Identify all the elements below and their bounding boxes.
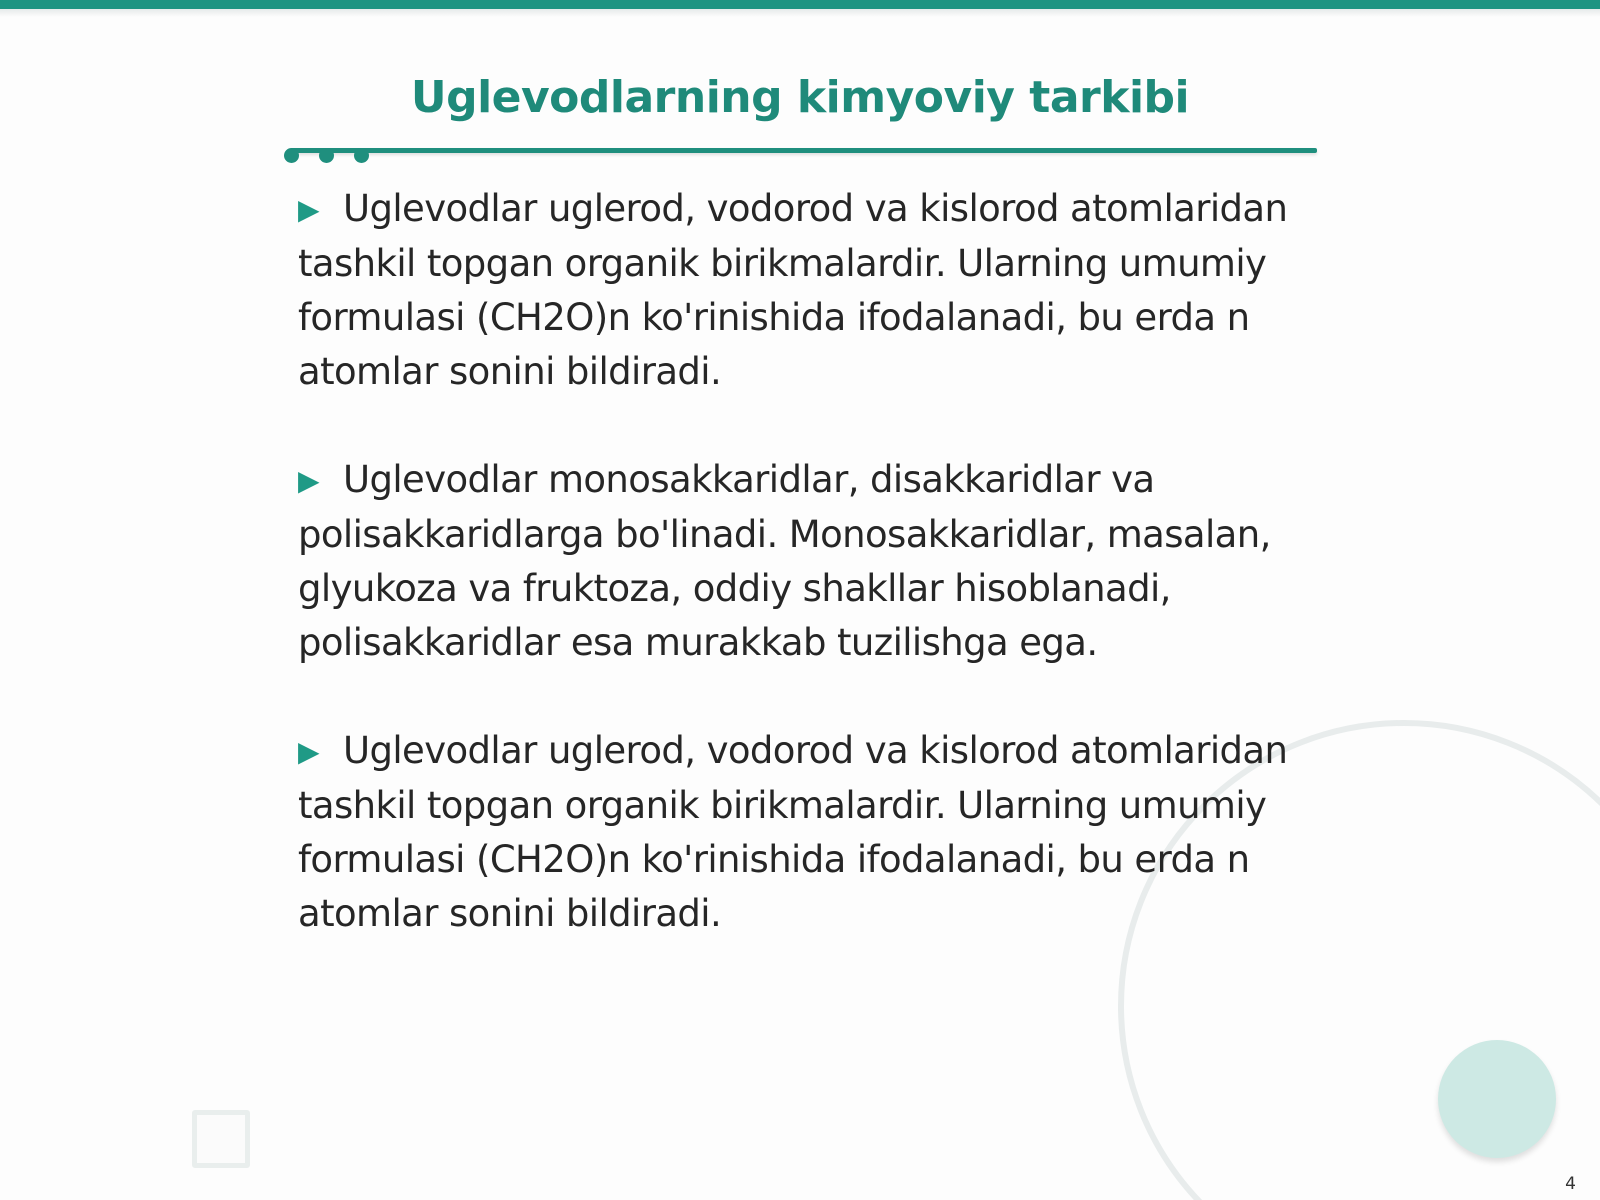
decorative-circle [1438, 1040, 1556, 1158]
bullet-paragraph [298, 724, 1318, 941]
bullet-arrow-icon: ▶ [298, 193, 319, 226]
title-underline [290, 148, 1317, 153]
bullet-text: Uglevodlar monosakkaridlar, disakkaridlar va polisakkaridlarga bo'linadi. Monosakkaridlar, masalan, glyukoza va fruktoza, oddiy shakllar hisoblanadi, polisakkaridlar esa murakkab tuzilishga ega. [298, 458, 1271, 664]
bullet-arrow-icon: ▶ [298, 464, 319, 497]
bullet-paragraph [298, 182, 1318, 399]
slide-title: Uglevodlarning kimyoviy tarkibi [410, 72, 1190, 123]
page-number: 4 [1565, 1174, 1576, 1194]
decorative-square [192, 1110, 250, 1168]
top-accent-bar [0, 0, 1600, 9]
top-bar-shadow [0, 9, 1600, 17]
bullet-text: Uglevodlar uglerod, vodorod va kislorod atomlaridan tashkil topgan organik birikmalardir. Ularning umumiy formulasi (CH2O)n ko'rinishida ifodalanadi, bu erda n atomlar sonini bildiradi. [298, 187, 1288, 393]
underline-dot [284, 148, 299, 163]
underline-dot [354, 148, 369, 163]
underline-dot [319, 148, 334, 163]
bullet-list [298, 182, 1318, 995]
bullet-text: Uglevodlar uglerod, vodorod va kislorod atomlaridan tashkil topgan organik birikmalardir. Ularning umumiy formulasi (CH2O)n ko'rinishida ifodalanadi, bu erda n atomlar sonini bildiradi. [298, 729, 1288, 935]
bullet-paragraph [298, 453, 1318, 670]
bullet-arrow-icon: ▶ [298, 735, 319, 768]
